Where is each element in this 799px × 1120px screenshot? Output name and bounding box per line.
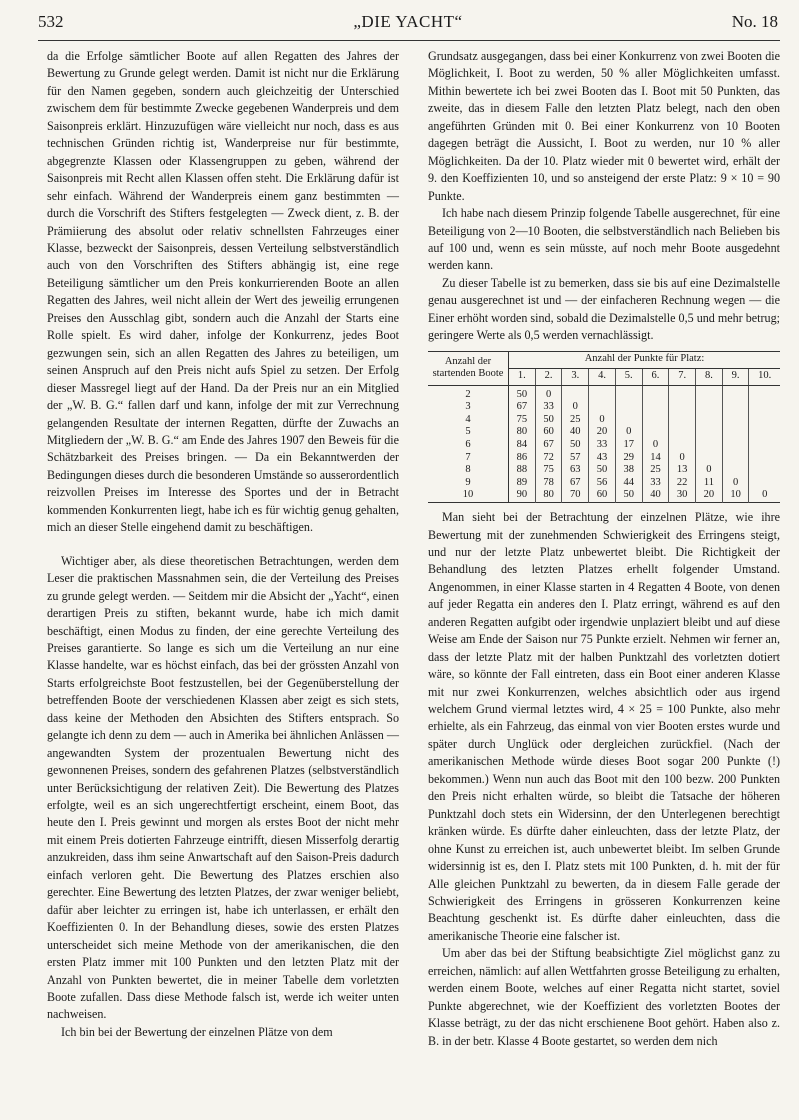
table-row xyxy=(428,477,780,490)
points-cell xyxy=(642,385,669,401)
left-column xyxy=(47,48,399,1041)
points-cell: 0 xyxy=(696,464,723,477)
points-cell xyxy=(749,401,780,414)
points-cell: 38 xyxy=(615,464,642,477)
points-cell: 33 xyxy=(589,439,616,452)
table-row xyxy=(428,385,780,401)
place-header: 2. xyxy=(535,368,562,385)
place-header: 8. xyxy=(696,368,723,385)
paragraph: Grundsatz ausgegangen, dass bei einer Konkurrenz von zwei Booten die Möglichkeit, I. Boot zu werden, 50 % aller Möglichkeiten umfasst. Mithin bewertete ich bei zwei Booten das I. Boot mit 50 Punkten, das zweite, das in diesem Falle den letzten Platz belegt, nach den oben angeführten Gründen mit 0. Bei einer Konkurrenz von 10 Booten dagegen beträgt die Aussicht, I. Boot zu werden, nur 10 % aller Möglichkeiten. Da der 10. Platz wieder mit 0 bewertet wird, erhält der 9. den Koeffizienten 10, und so ansteigend der erste Platz: 9 × 10 = 90 Punkte. xyxy=(428,49,780,203)
points-cell: 14 xyxy=(642,452,669,465)
table-row xyxy=(428,452,780,465)
points-cell: 29 xyxy=(615,452,642,465)
page-header xyxy=(38,12,778,40)
points-cell: 67 xyxy=(535,439,562,452)
points-cell: 75 xyxy=(509,414,536,427)
points-cell xyxy=(642,414,669,427)
points-cell xyxy=(669,426,696,439)
points-cell xyxy=(722,414,749,427)
points-cell xyxy=(749,477,780,490)
table-row xyxy=(428,426,780,439)
boat-count-cell: 9 xyxy=(428,477,509,490)
place-header: 1. xyxy=(509,368,536,385)
points-cell: 72 xyxy=(535,452,562,465)
points-cell: 67 xyxy=(509,401,536,414)
points-cell xyxy=(696,401,723,414)
points-cell: 30 xyxy=(669,489,696,502)
points-cell: 78 xyxy=(535,477,562,490)
group-header: Anzahl der Punkte für Platz: xyxy=(509,351,781,368)
boat-count-cell: 4 xyxy=(428,414,509,427)
row-header-line: startenden Boote xyxy=(432,368,504,380)
points-cell: 89 xyxy=(509,477,536,490)
points-cell xyxy=(722,439,749,452)
points-table xyxy=(428,351,780,503)
points-cell: 0 xyxy=(642,439,669,452)
points-cell xyxy=(722,426,749,439)
points-cell xyxy=(696,452,723,465)
points-cell: 33 xyxy=(642,477,669,490)
paragraph: Ich habe nach diesem Prinzip folgende Tabelle ausgerechnet, für eine Beteiligung von 2—10 Booten, die selbstverständlich nach Belieben bis auf 100 und, wenn es sein müsste, auf noch mehr Boote ausgedehnt werden kann. xyxy=(428,206,780,273)
points-cell xyxy=(589,385,616,401)
points-cell: 33 xyxy=(535,401,562,414)
points-cell xyxy=(749,385,780,401)
points-cell: 88 xyxy=(509,464,536,477)
points-cell: 20 xyxy=(696,489,723,502)
boat-count-cell: 7 xyxy=(428,452,509,465)
right-column xyxy=(428,48,780,1050)
issue-number: No. 18 xyxy=(731,12,778,31)
place-header: 3. xyxy=(562,368,589,385)
place-header: 7. xyxy=(669,368,696,385)
points-cell: 13 xyxy=(669,464,696,477)
points-cell: 0 xyxy=(762,489,768,501)
points-cell: 60 xyxy=(535,426,562,439)
points-cell xyxy=(749,426,780,439)
place-header: 10. xyxy=(749,368,780,385)
points-cell xyxy=(722,385,749,401)
boat-count-cell: 5 xyxy=(428,426,509,439)
points-cell: 25 xyxy=(562,414,589,427)
journal-title: „DIE YACHT“ xyxy=(353,12,463,31)
points-cell: 84 xyxy=(509,439,536,452)
points-cell xyxy=(696,385,723,401)
boat-count-cell: 10 xyxy=(428,489,509,502)
points-cell: 67 xyxy=(562,477,589,490)
points-cell: 11 xyxy=(696,477,723,490)
header-rule xyxy=(38,40,780,41)
paragraph: Man sieht bei der Betrachtung der einzelnen Plätze, wie ihre Bewertung mit der zunehmenden Schwierigkeit des Erringens steigt, und nur der letzte Platz unbewertet bleibt. Die Richtigkeit der Behandlung des letzten Platzes erhellt folgender Umstand. Angenommen, in einer Klasse starten in 4 Regatten 4 Boote, von denen auf jeder Regatta ein anderes den I. Platz erringt, während es auf den anderen Regatten aufgibt oder irgendwie unplaziert bleibt und auf diese Weise am Ende der Saison nur 75 Punkte erzielt. Nehmen wir ferner an, dass der letzte Platz mit der halben Punktzahl des vorletzten dotiert wäre, so könnte der Fall eintreten, dass ein Boot einer anderen Klasse mit nur zwei Konkurrenzen, welches absichtlich oder aus irgend welchem Grund viermal letztes wird, 4 × 25 = 100 Punkte, also mehr erhielte, als ein Fahrzeug, das einmal von vier Booten erstes wurde und später durch Unglück oder dergleichen zurückfiel. (Nach der amerikanischen Methode würde dieses Boot sogar 200 Punkte (!) bekommen.) Wenn nun auch das Boot mit den 100 bezw. 200 Punkten den Preis nicht erhalten würde, so bleibt die Tatsache der höheren Punktzahl doch stets ein Widersinn, der den Unterlegenen berechtigt kränken würde. Es dürfte daher einleuchten, dass der letzte Platz, der ohne Kunst zu erreichen ist, auch unbewertet bleibt. Im selben Grunde widersinnig ist es, den I. Platz stets mit 100 Punkten, d. h. mit der für Alle gleichen Punktzahl zu bewerten, da in diesem Falle gerade der Schwierigkeit des Erringens in grösseren Konkurrenzen keine Beachtung geschenkt ist. Es dürfte daher einleuchten, dass die amerikanische Theorie eine falscher ist. xyxy=(428,510,780,943)
points-cell xyxy=(642,401,669,414)
row-header-line: Anzahl der xyxy=(444,355,492,367)
boat-count-cell: 6 xyxy=(428,439,509,452)
points-cell xyxy=(749,439,780,452)
points-cell xyxy=(749,464,780,477)
points-cell: 86 xyxy=(509,452,536,465)
points-cell xyxy=(562,385,589,401)
table-row xyxy=(428,464,780,477)
paragraph: Ich bin bei der Bewertung der einzelnen Plätze von dem xyxy=(61,1024,333,1039)
boat-count-cell: 8 xyxy=(428,464,509,477)
points-cell xyxy=(749,452,780,465)
points-cell xyxy=(722,452,749,465)
points-cell xyxy=(615,401,642,414)
points-cell: 56 xyxy=(589,477,616,490)
boat-count-cell: 2 xyxy=(428,385,509,401)
points-cell: 40 xyxy=(562,426,589,439)
paragraph: Zu dieser Tabelle ist zu bemerken, dass sie bis auf eine Dezimalstelle genau ausgerechnet ist und — der einfacheren Rechnung wegen — die Einer erhöht worden sind, sobald die Dezimalstelle 0,5 und mehr betrug; geringere Werte als 0,5 werden vernachlässigt. xyxy=(428,275,780,343)
points-cell: 80 xyxy=(535,489,562,502)
page-number: 532 xyxy=(38,12,64,31)
paragraph: Um aber das bei der Stiftung beabsichtigte Ziel möglichst ganz zu erreichen, nämlich: auf allen Wettfahrten grosse Beteiligung zu erhalten, werden einem Boote, welches auf einer Regatta nicht startet, soviel Punkte abgerechnet, wie der Koeffizient des vorletzten Bootes der Klasse beträgt, zu der das nicht erschienene Boot gehört. Haben also z. B. in der betr. Klasse 4 Boote gestartet, so werden dem nich xyxy=(428,946,780,1048)
boat-count-cell: 3 xyxy=(428,401,509,414)
place-header: 9. xyxy=(722,368,749,385)
points-cell: 50 xyxy=(509,385,536,401)
table-row xyxy=(428,414,780,427)
points-cell: 90 xyxy=(509,489,536,502)
table-row xyxy=(428,489,780,502)
points-cell xyxy=(615,385,642,401)
points-cell: 22 xyxy=(669,477,696,490)
paragraph: da die Erfolge sämtlicher Boote auf allen Regatten des Jahres der Bewertung zu Grunde gelegt werden. Damit ist nicht nur die Erklärung für den Namen gegeben, sondern auch gleichzeitig der Unterschied zwischem dem für bestimmte Zwecke gegebenen Wanderpreis und dem Saisonpreis erklärt. Hinzuzufügen wäre vielleicht nur noch, dass es aus technischen Gründen richtig ist, Wanderpreise nur für bestimmte, abgegrenzte Klassen oder Klassengruppen zu geben, während der Saisonpreis mit Recht allen Klassen offen steht. Die Erklärung dafür ist sehr einfach. Während der Wanderpreis einem ganz bestimmten — durch die Vorschrift des Stifters festgelegten — Zweck dient, z. B. der Prämiierung des absolut oder relativ schnellsten Fahrzeuges einer Klasse, bezweckt der Saisonpreis, dessen Verteilung selbstverständlich auch von den Vorschriften des Stifters abhängig ist, eine rege Beteiligung sämtlicher um den Preis konkurrierenden Boote an allen Regatten des Jahres, weil nicht allein der Wert des jeweilig errungenen Preises den Ausschlag gibt, sondern auch die Anzahl der Starts eine Rolle spielt. Es wird daher, infolge der Konkurrenz, jedes Boot gezwungen sein, sich an allen Regatten des Jahres zu beteiligen, um seinen Anspruch auf den Preis nicht aufs Spiel zu setzen. Der Erfolg dieser Massregel liegt auf der Hand. Da der Preis nur an ein Mitglied der „W. B. G.“ fallen darf und kann, infolge der mit zur Verrechnung gelangenden Resultate der internen Regatten, dürfte der Zuwachs an Mitgliedern der „W. B. G.“ am Ende des Jahres 1907 den Beweis für die Schätzbarkeit des Preises bringen. — Da ein Bekanntwerden der Bedingungen dieses durch die besonderen Umstände so ausserordentlich reizvollen Preises im Interesse des Sportes und der in Betracht kommenden Konkurrenten liegt, habe ich es für wichtig genug gehalten, mich an dieser Stelle eingehend damit zu beschäftigen. xyxy=(47,49,399,535)
points-cell xyxy=(696,439,723,452)
points-cell: 63 xyxy=(562,464,589,477)
points-cell: 70 xyxy=(562,489,589,502)
points-cell: 50 xyxy=(535,414,562,427)
points-cell: 50 xyxy=(562,439,589,452)
points-cell xyxy=(696,414,723,427)
points-cell xyxy=(589,401,616,414)
points-cell xyxy=(749,414,780,427)
place-header: 6. xyxy=(642,368,669,385)
row-header xyxy=(428,351,509,385)
points-cell xyxy=(642,426,669,439)
points-cell: 10 xyxy=(722,489,749,502)
points-cell: 0 xyxy=(562,401,589,414)
table-body xyxy=(428,385,780,502)
table-row xyxy=(428,439,780,452)
points-cell xyxy=(615,414,642,427)
points-cell: 57 xyxy=(562,452,589,465)
points-cell xyxy=(722,464,749,477)
points-cell: 43 xyxy=(589,452,616,465)
place-header: 5. xyxy=(615,368,642,385)
points-cell: 25 xyxy=(642,464,669,477)
place-header: 4. xyxy=(589,368,616,385)
points-cell: 20 xyxy=(589,426,616,439)
points-cell: 0 xyxy=(535,385,562,401)
paragraph: Wichtiger aber, als diese theoretischen Betrachtungen, werden dem Leser die praktischen Massnahmen sein, die der Verteilung des Preises zu grunde gelegt werden. — Seitdem mir die Absicht der „Yacht“, einen derartigen Preis zu stiften, bekannt wurde, habe ich mich damit beschäftigt, einen Modus zu finden, der eine gerechte Verteilung des Preises garantierte. So lange es sich um die Verteilung an nur eine Klasse handelte, war es höchst einfach, das bei der grössten Anzahl von Starts erfolgreichste Boot festzustellen, bei der Gegenüberstellung der betreffenden Boote der verschiedenen Klassen aber zeigt es sich stets, dass keine der Methoden den Absichten des Stifters entsprach. So gelangte ich denn zu dem — auch in Amerika bei ähnlichen Anlässen — angewandten System der prozentualen Bewertung nicht des gewonnenen Preises, sondern des gefahrenen Platzes (selbstverständlich unter Berücksichtigung der relativen Zeit). Die Bewertung des Platzes erfolgte, weil es an sich ungerechtfertigt erscheint, einem Boot, das heute den I. Preis gewinnt und morgen als erstes Boot der nicht mehr mit einem Preis dotierten Fahrzeuge eintrifft, diesen Misserfolg derartig anzukreiden, dass ihm seine Anwartschaft auf den Saison-Preis dadurch einfach verloren geht. Die Bewertung des Platzes erschien also gerechter. Eine Bewertung des letzten Platzes, der zwar weniger beliebt, dafür aber leichter zu erringen ist, habe ich unterlassen, er erhält den Koeffizienten 0. In der Behandlung dieses, sowie des ersten Platzes unterscheidet sich meine Methode von der amerikanischen, die den ersten Platz immer mit 100 Punkten und den letzten Platz mit der Anzahl von Punkten bewertet, die in meiner Tabelle dem vorletzten Boote zufallen. Dass diese Methode falsch ist, werde ich weiter unten nachweisen. xyxy=(47,553,399,1022)
points-cell: 0 xyxy=(589,414,616,427)
points-cell: 60 xyxy=(589,489,616,502)
points-cell: 50 xyxy=(589,464,616,477)
points-cell: 44 xyxy=(615,477,642,490)
points-cell: 0 xyxy=(669,452,696,465)
points-cell xyxy=(669,414,696,427)
points-cell xyxy=(669,385,696,401)
points-cell: 50 xyxy=(615,489,642,502)
points-cell xyxy=(669,401,696,414)
points-cell xyxy=(722,401,749,414)
points-cell: 40 xyxy=(642,489,669,502)
points-cell: 0 xyxy=(722,477,749,490)
points-cell: 80 xyxy=(509,426,536,439)
points-cell: 17 xyxy=(615,439,642,452)
points-cell xyxy=(696,426,723,439)
points-cell: 75 xyxy=(535,464,562,477)
table-row xyxy=(428,401,780,414)
points-cell: 0 xyxy=(615,426,642,439)
points-cell xyxy=(669,439,696,452)
